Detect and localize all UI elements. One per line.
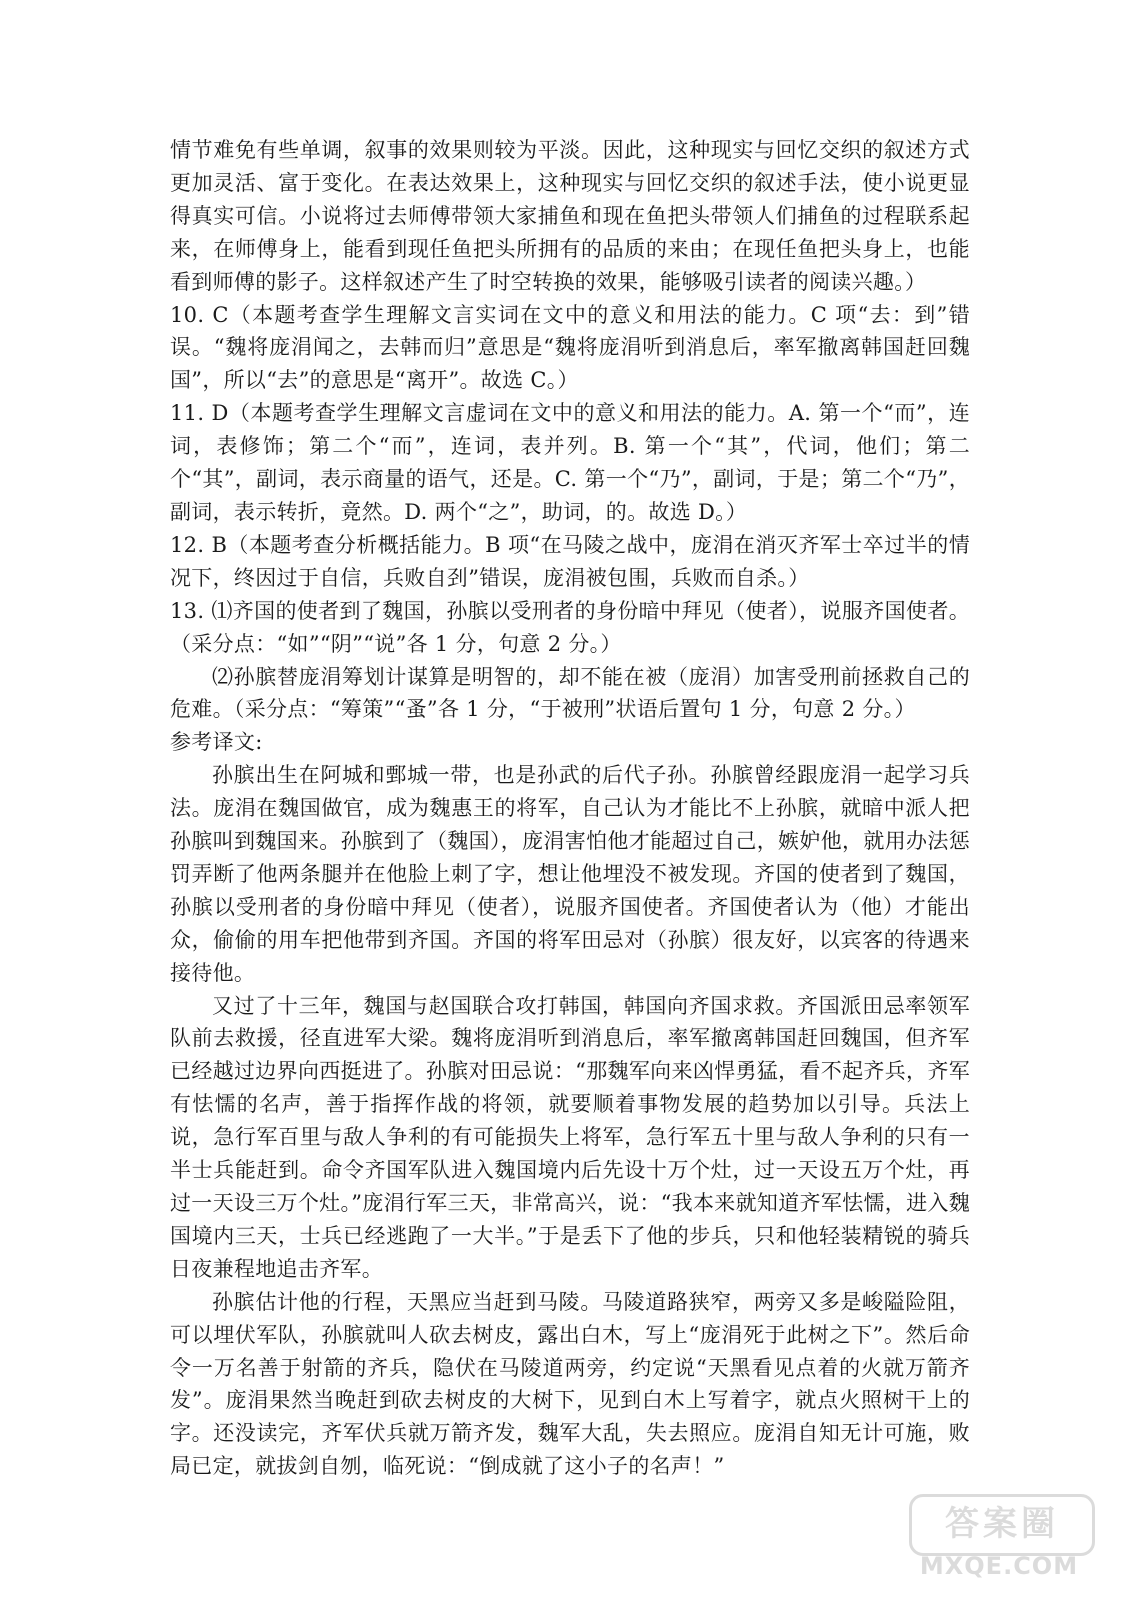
- paragraph-story-analysis: 情节难免有些单调，叙事的效果则较为平淡。因此，这种现实与回忆交织的叙述方式更加灵活、富于变化。在表达效果上，这种现实与回忆交织的叙述手法，使小说更显得真实可信。小说将过去师傅带领大家捕鱼和现在鱼把头带领人们捕鱼的过程联系起来，在师傅身上，能看到现任鱼把头所拥有的品质的来由；在现任鱼把头身上，也能看到师傅的影子。这样叙述产生了时空转换的效果，能够吸引读者的阅读兴趣。）: [170, 138, 970, 294]
- watermark-url: MXQE.COM: [919, 1552, 1079, 1580]
- answer-11: 11. D（本题考查学生理解文言虚词在文中的意义和用法的能力。A. 第一个“而”，连词，表修饰；第二个“而”，连词，表并列。B. 第一个“其”，代词，他们；第二个“其”，副词，表示商量的语气，还是。C. 第一个“乃”，副词，于是；第二个“乃”，副词，表示转折，竟然。D. 两个“之”，助词，的。故选 D。）: [170, 401, 970, 524]
- answer-12: 12. B（本题考查分析概括能力。B 项“在马陵之战中，庞涓在消灭齐军士卒过半的情况下，终因过于自信，兵败自刭”错误，庞涓被包围，兵败而自杀。）: [170, 532, 970, 590]
- watermark-logo: 答案圈: [909, 1494, 1095, 1556]
- answer-10: 10. C（本题考查学生理解文言实词在文中的意义和用法的能力。C 项“去：到”错误。“魏将庞涓闻之，去韩而归”意思是“魏将庞涓听到消息后，率军撤离韩国赶回魏国”，所以“去”的意思是“离开”。故选 C。）: [170, 302, 970, 393]
- translation-paragraph-1: 孙膑出生在阿城和鄄城一带，也是孙武的后代子孙。孙膑曾经跟庞涓一起学习兵法。庞涓在魏国做官，成为魏惠王的将军，自己认为才能比不上孙膑，就暗中派人把孙膑叫到魏国来。孙膑到了（魏国），庞涓害怕他才能超过自己，嫉妒他，就用办法惩罚弄断了他两条腿并在他脸上刺了字，想让他埋没不被发现。齐国的使者到了魏国，孙膑以受刑者的身份暗中拜见（使者），说服齐国使者。齐国使者认为（他）才能出众，偷偷的用车把他带到齐国。齐国的将军田忌对（孙膑）很友好，以宾客的待遇来接待他。: [170, 763, 970, 985]
- translation-paragraph-2: 又过了十三年，魏国与赵国联合攻打韩国，韩国向齐国求救。齐国派田忌率领军队前去救援，径直进军大梁。魏将庞涓听到消息后，率军撤离韩国赶回魏国，但齐军已经越过边界向西挺进了。孙膑对田忌说：“那魏军向来凶悍勇猛，看不起齐兵，齐军有怯懦的名声，善于指挥作战的将领，就要顺着事物发展的趋势加以引导。兵法上说，急行军百里与敌人争利的有可能损失上将军，急行军五十里与敌人争利的只有一半士兵能赶到。命令齐国军队进入魏国境内后先设十万个灶，过一天设五万个灶，再过一天设三万个灶。”庞涓行军三天，非常高兴，说：“我本来就知道齐军怯懦，进入魏国境内三天，士兵已经逃跑了一大半。”于是丢下了他的步兵，只和他轻装精锐的骑兵日夜兼程地追击齐军。: [170, 993, 970, 1281]
- translation-heading: 参考译文:: [170, 730, 263, 755]
- answer-13-part1: 13. ⑴齐国的使者到了魏国，孙膑以受刑者的身份暗中拜见（使者），说服齐国使者。（采分点：“如”“阴”“说”各 1 分，句意 2 分。）: [170, 598, 970, 656]
- document-body: [170, 134, 970, 1483]
- watermark: [899, 1494, 1099, 1584]
- answer-13-part2: ⑵孙膑替庞涓筹划计谋算是明智的，却不能在被（庞涓）加害受刑前拯救自己的危难。（采分点：“筹策”“蚤”各 1 分，“于被刑”状语后置句 1 分，句意 2 分。）: [170, 664, 970, 722]
- translation-paragraph-3: 孙膑估计他的行程，天黑应当赶到马陵。马陵道路狭窄，两旁又多是峻隘险阻，可以埋伏军队，孙膑就叫人砍去树皮，露出白木，写上“庞涓死于此树之下”。然后命令一万名善于射箭的齐兵，隐伏在马陵道两旁，约定说“天黑看见点着的火就万箭齐发”。庞涓果然当晚赶到砍去树皮的大树下，见到白木上写着字，就点火照树干上的字。还没读完，齐军伏兵就万箭齐发，魏军大乱，失去照应。庞涓自知无计可施，败局已定，就拔剑自刎，临死说：“倒成就了这小子的名声！”: [170, 1289, 970, 1479]
